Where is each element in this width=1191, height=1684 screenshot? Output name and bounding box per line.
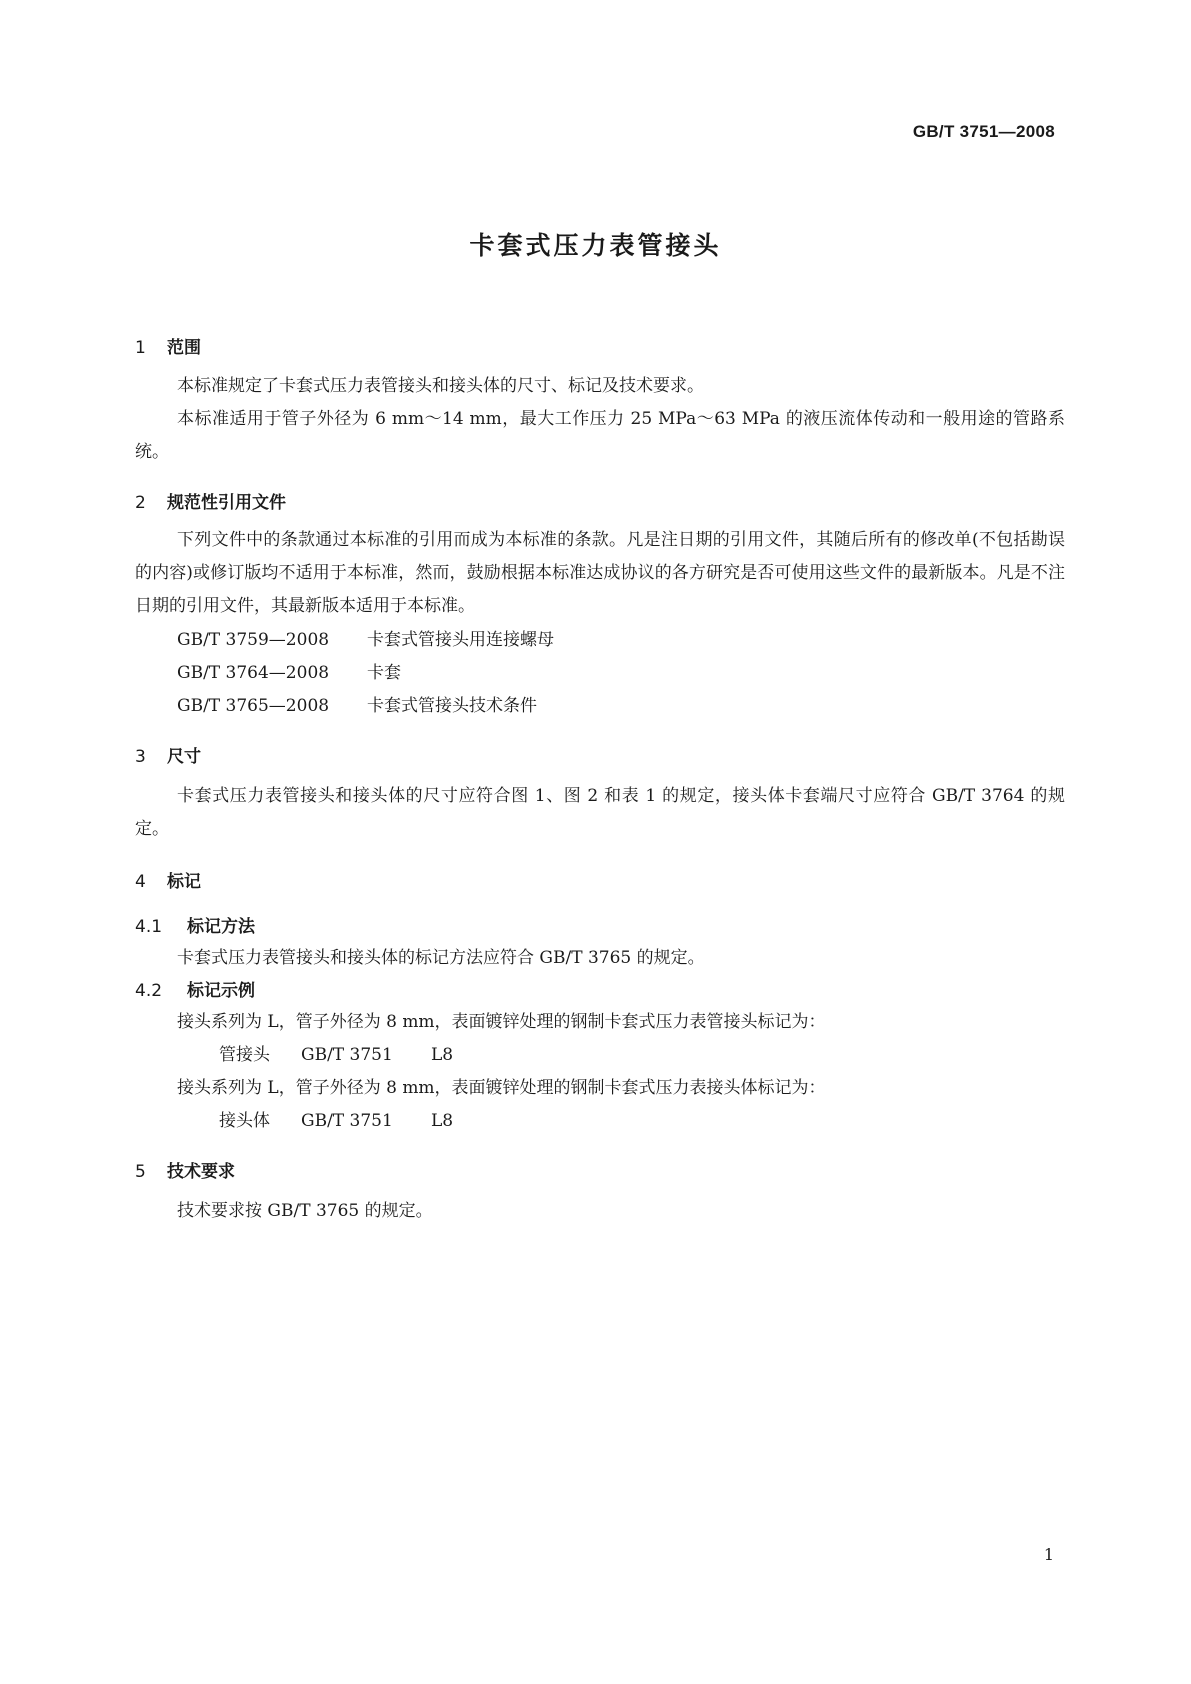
section-title: 范围 — [167, 338, 201, 358]
reference-title: 卡套式管接头用连接螺母 — [367, 630, 554, 650]
section-number: 3 — [135, 747, 146, 767]
section-3-paragraph: 卡套式压力表管接头和接头体的尺寸应符合图 1、图 2 和表 1 的规定，接头体卡套端尺寸应符合 GB/T 3764 的规定。 — [135, 786, 1065, 839]
section-number: 1 — [135, 338, 146, 358]
document-title: 卡套式压力表管接头 — [469, 231, 722, 260]
section-2-intro: 下列文件中的条款通过本标准的引用而成为本标准的条款。凡是注日期的引用文件，其随后所有的修改单(不包括勘误的内容)或修订版均不适用于本标准，然而，鼓励根据本标准达成协议的各方研究是否可使用这些文件的最新版本。凡是不注日期的引用文件，其最新版本适用于本标准。 — [135, 530, 1065, 616]
marking-2 — [219, 1106, 453, 1131]
reference-item — [177, 691, 537, 716]
section-2-heading — [135, 488, 286, 513]
section-number: 2 — [135, 493, 146, 513]
subsection-title: 标记示例 — [187, 981, 255, 1001]
section-number: 4 — [135, 872, 146, 892]
reference-code: GB/T 3764—2008 — [177, 663, 330, 683]
section-title: 规范性引用文件 — [167, 493, 286, 513]
section-title: 技术要求 — [167, 1162, 235, 1182]
section-title: 尺寸 — [167, 747, 201, 767]
reference-item — [177, 658, 401, 683]
marking-name: 管接头 — [219, 1045, 270, 1065]
subsection-number: 4.2 — [135, 981, 163, 1001]
section-1-heading — [135, 333, 201, 358]
marking-example-2: 接头系列为 L，管子外径为 8 mm，表面镀锌处理的钢制卡套式压力表接头体标记为： — [177, 1078, 826, 1098]
marking-standard: GB/T 3751 — [301, 1111, 393, 1131]
subsection-title: 标记方法 — [187, 917, 255, 937]
subsection-number: 4.1 — [135, 917, 163, 937]
section-title: 标记 — [167, 872, 201, 892]
reference-title: 卡套式管接头技术条件 — [367, 696, 537, 716]
reference-code: GB/T 3759—2008 — [177, 630, 330, 650]
reference-code: GB/T 3765—2008 — [177, 696, 330, 716]
marking-example-1: 接头系列为 L，管子外径为 8 mm，表面镀锌处理的钢制卡套式压力表管接头标记为： — [177, 1012, 826, 1032]
section-4-heading — [135, 867, 201, 892]
marking-code: L8 — [431, 1045, 454, 1065]
section-5-heading — [135, 1157, 235, 1182]
subsection-4-1-heading — [135, 912, 255, 937]
reference-item — [177, 625, 554, 650]
section-5-text: 技术要求按 GB/T 3765 的规定。 — [177, 1201, 433, 1221]
section-3-heading — [135, 742, 201, 767]
standard-number: GB/T 3751—2008 — [912, 122, 1055, 141]
marking-1 — [219, 1040, 453, 1065]
marking-standard: GB/T 3751 — [301, 1045, 393, 1065]
subsection-4-2-heading — [135, 976, 255, 1001]
page-number: 1 — [1043, 1545, 1054, 1564]
section-number: 5 — [135, 1162, 146, 1182]
marking-code: L8 — [431, 1111, 454, 1131]
section-1-paragraph-2: 本标准适用于管子外径为 6 mm～14 mm，最大工作压力 25 MPa～63 MPa 的液压流体传动和一般用途的管路系统。 — [135, 409, 1065, 462]
subsection-4-1-text: 卡套式压力表管接头和接头体的标记方法应符合 GB/T 3765 的规定。 — [177, 948, 705, 968]
section-1-paragraph-1: 本标准规定了卡套式压力表管接头和接头体的尺寸、标记及技术要求。 — [177, 376, 704, 396]
reference-title: 卡套 — [367, 663, 401, 683]
marking-name: 接头体 — [219, 1111, 270, 1131]
